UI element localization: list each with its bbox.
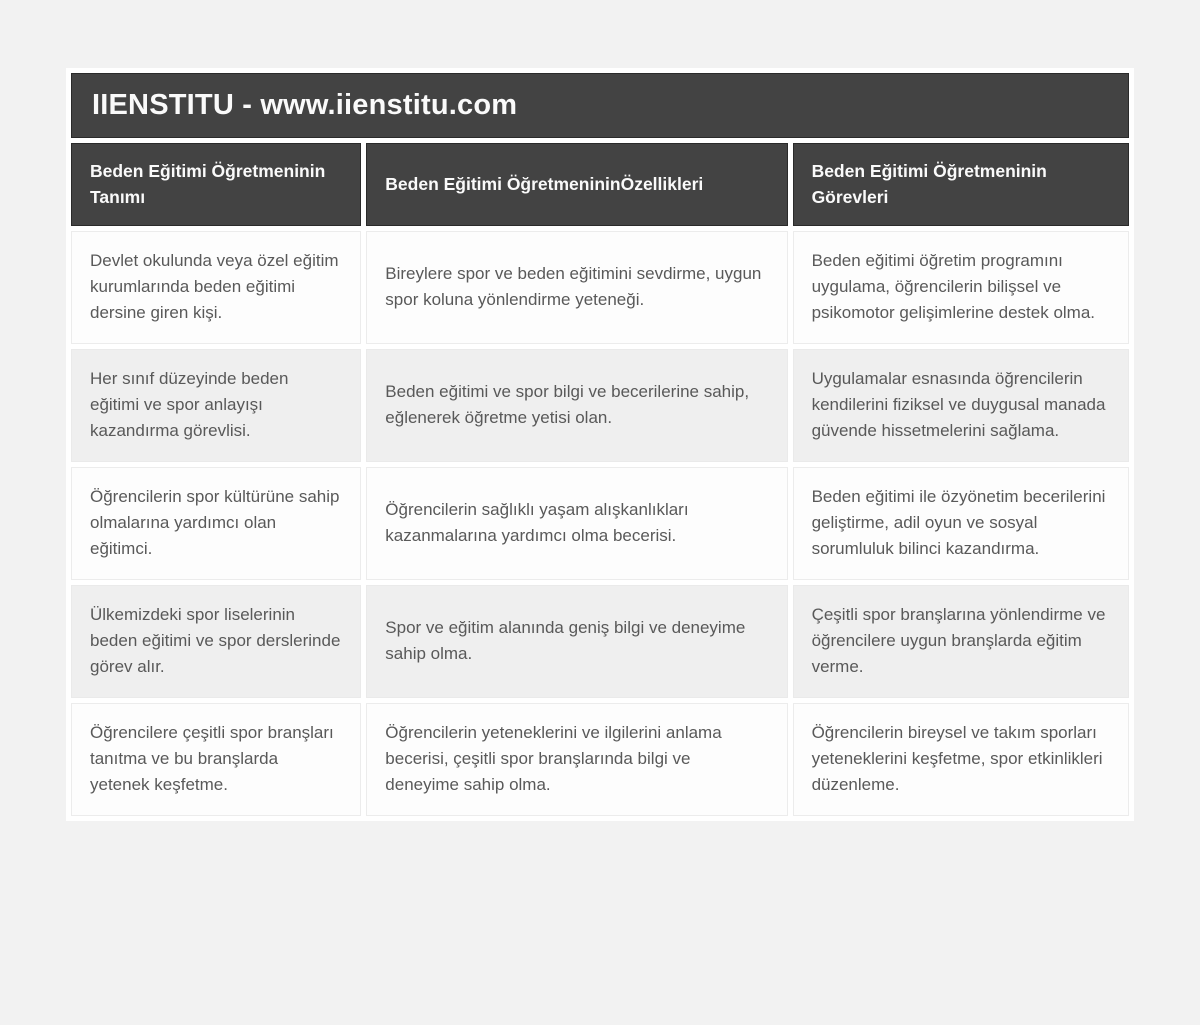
cell-gorevleri: Beden eğitimi ile özyönetim becerilerini geliştirme, adil oyun ve sosyal sorumluluk bilinci kazandırma.	[793, 467, 1129, 580]
cell-gorevleri: Öğrencilerin bireysel ve takım sporları yeteneklerini keşfetme, spor etkinlikleri düzenleme.	[793, 703, 1129, 816]
cell-ozellikleri: Spor ve eğitim alanında geniş bilgi ve deneyime sahip olma.	[366, 585, 787, 698]
cell-tanimi: Öğrencilere çeşitli spor branşları tanıtma ve bu branşlarda yetenek keşfetme.	[71, 703, 361, 816]
cell-gorevleri: Çeşitli spor branşlarına yönlendirme ve öğrencilere uygun branşlarda eğitim verme.	[793, 585, 1129, 698]
cell-tanimi: Ülkemizdeki spor liselerinin beden eğitimi ve spor derslerinde görev alır.	[71, 585, 361, 698]
column-header-row	[71, 143, 1129, 226]
table-row	[71, 467, 1129, 580]
cell-gorevleri: Beden eğitimi öğretim programını uygulama, öğrencilerin bilişsel ve psikomotor gelişimlerine destek olma.	[793, 231, 1129, 344]
table-row	[71, 349, 1129, 462]
table-row	[71, 231, 1129, 344]
page-title: IIENSTITU - www.iienstitu.com	[71, 73, 1129, 138]
column-header-tanimi: Beden Eğitimi Öğretmeninin Tanımı	[71, 143, 361, 226]
cell-tanimi: Devlet okulunda veya özel eğitim kurumlarında beden eğitimi dersine giren kişi.	[71, 231, 361, 344]
cell-ozellikleri: Beden eğitimi ve spor bilgi ve becerilerine sahip, eğlenerek öğretme yetisi olan.	[366, 349, 787, 462]
cell-gorevleri: Uygulamalar esnasında öğrencilerin kendilerini fiziksel ve duygusal manada güvende hissetmelerini sağlama.	[793, 349, 1129, 462]
cell-tanimi: Öğrencilerin spor kültürüne sahip olmalarına yardımcı olan eğitimci.	[71, 467, 361, 580]
cell-ozellikleri: Öğrencilerin sağlıklı yaşam alışkanlıkları kazanmalarına yardımcı olma becerisi.	[366, 467, 787, 580]
table-card	[66, 68, 1134, 821]
info-table	[66, 68, 1134, 821]
table-row	[71, 585, 1129, 698]
column-header-ozellikleri: Beden Eğitimi ÖğretmenininÖzellikleri	[366, 143, 787, 226]
title-row	[71, 73, 1129, 138]
cell-ozellikleri: Öğrencilerin yeteneklerini ve ilgilerini anlama becerisi, çeşitli spor branşlarında bilgi ve deneyime sahip olma.	[366, 703, 787, 816]
cell-tanimi: Her sınıf düzeyinde beden eğitimi ve spor anlayışı kazandırma görevlisi.	[71, 349, 361, 462]
cell-ozellikleri: Bireylere spor ve beden eğitimini sevdirme, uygun spor koluna yönlendirme yeteneği.	[366, 231, 787, 344]
column-header-gorevleri: Beden Eğitimi Öğretmeninin Görevleri	[793, 143, 1129, 226]
table-row	[71, 703, 1129, 816]
